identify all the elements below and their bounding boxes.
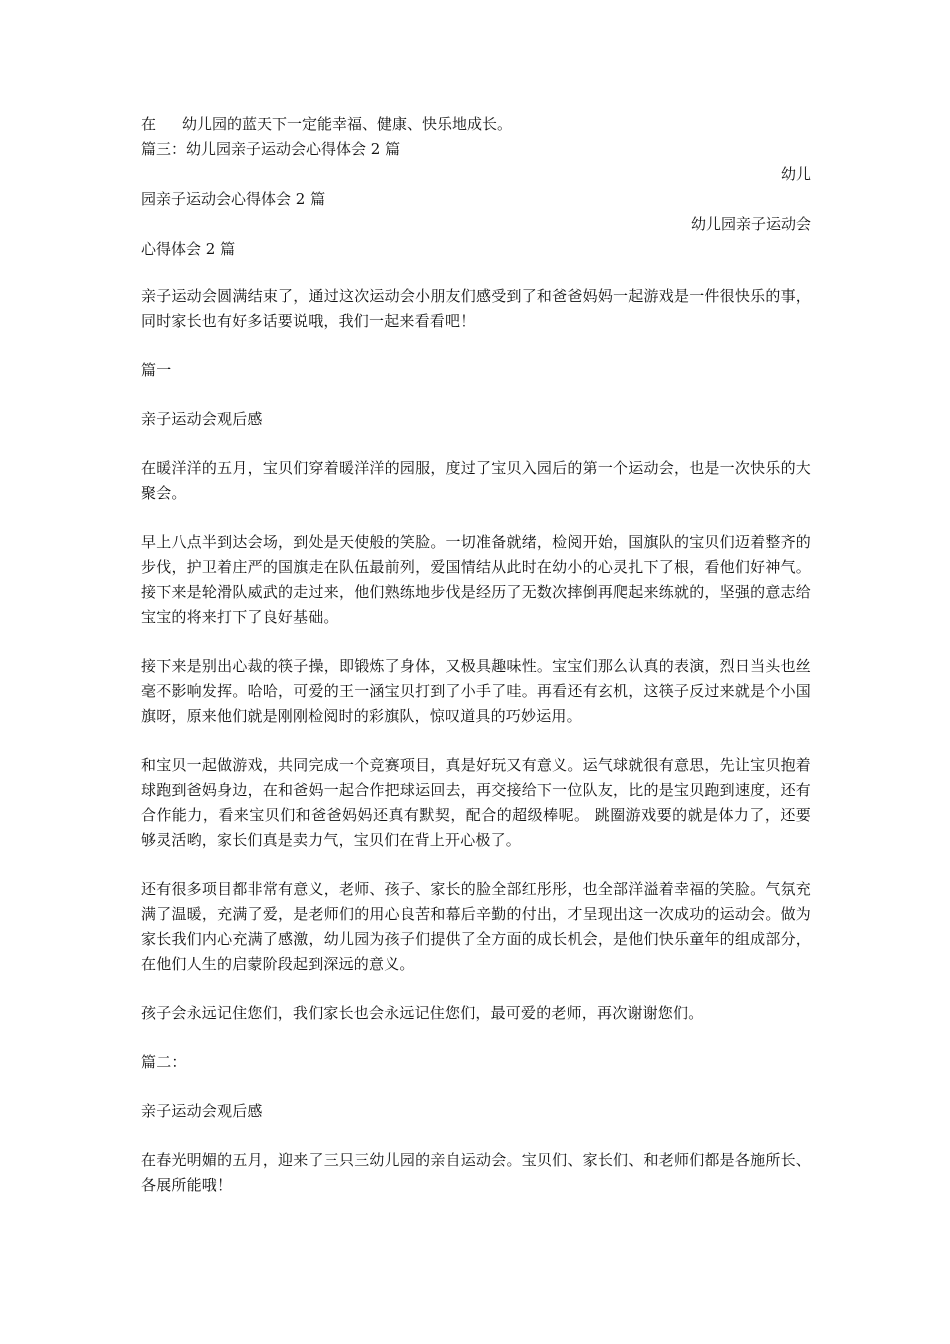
section-two-label: 篇二：: [141, 1053, 187, 1071]
paragraph-chopsticks: 接下来是别出心裁的筷子操，即锻炼了身体，又极具趣味性。宝宝们那么认真的表演，烈日当头也丝毫不影响发挥。哈哈，可爱的王一涵宝贝打到了小手了哇。再看还有玄机，这筷子反过来就是个小国旗呀，原来他们就是刚刚检阅时的彩旗队，惊叹道具的巧妙运用。: [141, 657, 811, 725]
section-two-title: 亲子运动会观后感: [141, 1102, 263, 1120]
paragraph-intro: 亲子运动会圆满结束了，通过这次运动会小朋友们感受到了和爸爸妈妈一起游戏是一件很快乐的事，同时家长也有好多话要说哦，我们一起来看看吧！: [141, 287, 811, 330]
section-one-label: 篇一: [141, 361, 172, 379]
intro-line-1-start: 在: [141, 115, 157, 133]
intro-line-1-end: 幼儿园的蓝天下一定能幸福、健康、快乐地成长。: [182, 115, 513, 133]
section-three-heading: 篇三：幼儿园亲子运动会心得体会 2 篇: [141, 140, 401, 158]
intro-line-1: [141, 112, 811, 137]
document-page: [141, 112, 811, 1222]
paragraph-morning: 早上八点半到达会场，到处是天使般的笑脸。一切准备就绪，检阅开始，国旗队的宝贝们迈着整齐的步伐，护卫着庄严的国旗走在队伍最前列，爱国情结从此时在幼小的心灵扎下了根，看他们好神气。接下来是轮滑队威武的走过来，他们熟练地步伐是经历了无数次摔倒再爬起来练就的，坚强的意志给宝宝的将来打下了良好基础。: [141, 533, 811, 626]
paragraph-may: 在暖洋洋的五月，宝贝们穿着暖洋洋的园服，度过了宝贝入园后的第一个运动会，也是一次快乐的大聚会。: [141, 459, 811, 502]
intro-line-3: 幼儿: [780, 165, 811, 183]
paragraph-spring: 在春光明媚的五月，迎来了三只三幼儿园的亲自运动会。宝贝们、家长们、和老师们都是各施所长、各展所能哦！: [141, 1151, 811, 1194]
paragraph-thanks: 孩子会永远记住您们，我们家长也会永远记住您们，最可爱的老师，再次谢谢您们。: [141, 1004, 704, 1022]
intro-line-5: 幼儿园亲子运动会: [690, 215, 811, 233]
paragraph-games: 和宝贝一起做游戏，共同完成一个竞赛项目，真是好玩又有意义。运气球就很有意思，先让宝贝抱着球跑到爸妈身边，在和爸妈一起合作把球运回去，再交接给下一位队友，比的是宝贝跑到速度，还有合作能力，看来宝贝们和爸爸妈妈还真有默契，配合的超级棒呢。 跳圈游戏要的就是体力了，还要够灵活哟，家长们真是卖力气，宝贝们在背上开心极了。: [141, 756, 811, 849]
intro-line-6: 心得体会 2 篇: [141, 240, 236, 258]
section-one-title: 亲子运动会观后感: [141, 410, 263, 428]
intro-line-4: 园亲子运动会心得体会 2 篇: [141, 190, 326, 208]
paragraph-projects: 还有很多项目都非常有意义，老师、孩子、家长的脸全部红彤彤，也全部洋溢着幸福的笑脸。气氛充满了温暖，充满了爱，是老师们的用心良苦和幕后辛勤的付出，才呈现出这一次成功的运动会。做为家长我们内心充满了感激，幼儿园为孩子们提供了全方面的成长机会，是他们快乐童年的组成部分，在他们人生的启蒙阶段起到深远的意义。: [141, 880, 811, 973]
